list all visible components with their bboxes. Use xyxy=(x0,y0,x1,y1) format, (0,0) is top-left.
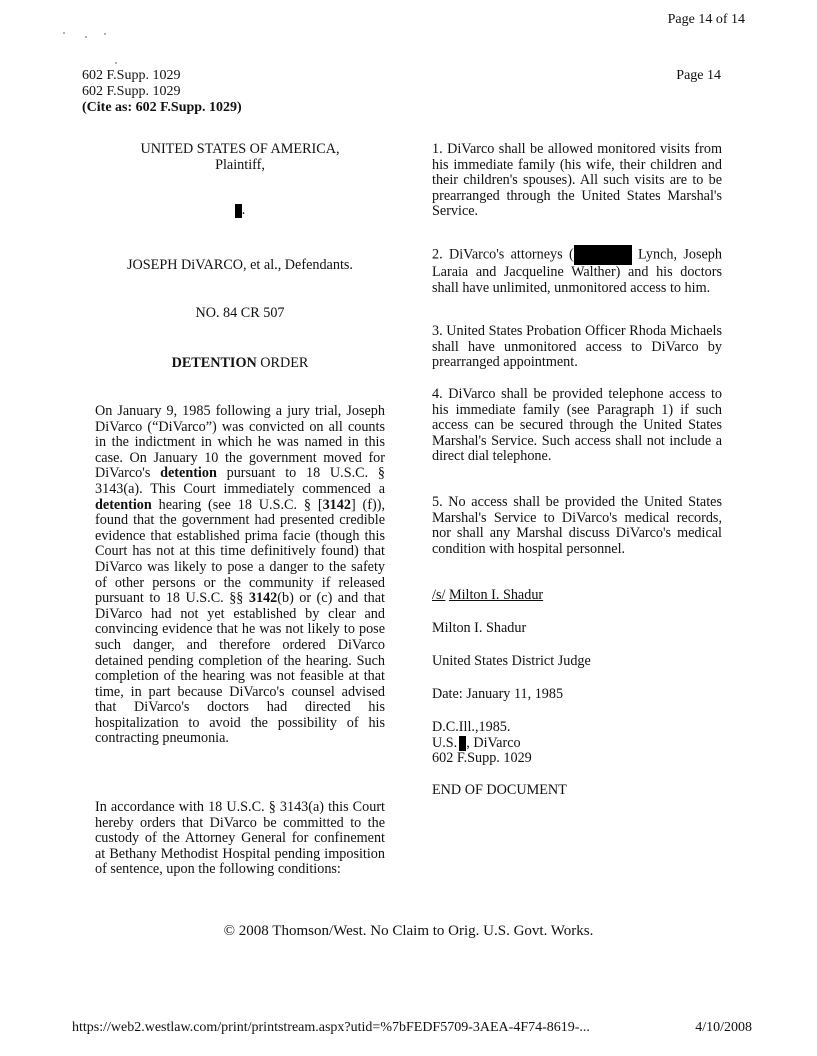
text-run: pursuant to 18 U.S.C. § 3143(a). This Court immediately commenced a xyxy=(95,465,385,497)
scan-speck xyxy=(63,32,65,34)
text-run: , DiVarco xyxy=(466,734,521,751)
page-number: Page 14 xyxy=(676,68,721,83)
text-run: hearing (see 18 U.S.C. § [ xyxy=(151,496,323,513)
paragraph-order: In accordance with 18 U.S.C. § 3143(a) this Court hereby orders that DiVarco be committed to the custody of the Attorney General for confinement at Bethany Methodist Hospital pending imposition of sentence, upon the following conditions: xyxy=(95,799,385,878)
condition-2 xyxy=(432,245,722,296)
page-of-indicator: Page 14 of 14 xyxy=(667,12,745,27)
text-run: ] (f)), found that the government had presented credible evidence that established prima facie (though this Court has not at this time definitively found) that DiVarco was likely to pose a danger to the safety of other persons or the community if released pursuant to 18 U.S.C. §§ xyxy=(95,496,385,607)
text-run-bold: detention xyxy=(95,496,152,513)
judge-title: United States District Judge xyxy=(432,653,591,669)
text-run: 2. DiVarco's attorneys ( xyxy=(432,246,574,263)
reporter-line: 602 F.Supp. 1029 xyxy=(432,750,532,767)
signature-line xyxy=(432,588,722,604)
redaction-box xyxy=(574,245,632,265)
caption-defendants: JOSEPH DiVARCO, et al., Defendants. xyxy=(127,257,353,273)
court-line: D.C.Ill.,1985. xyxy=(432,719,511,735)
print-footer xyxy=(72,1020,752,1036)
citation-line: 602 F.Supp. 1029 xyxy=(82,84,181,99)
condition-3: 3. United States Probation Officer Rhoda Michaels shall have unmonitored access to DiVarco by prearranged appointment. xyxy=(432,323,722,371)
title-rest: ORDER xyxy=(256,355,309,371)
signature-name: Milton I. Shadur xyxy=(448,587,544,603)
text-run: Lynch, Joseph Laraia and Jacqueline Walther) and his doctors shall have unlimited, unmonitored access to him. xyxy=(432,246,722,296)
copyright-notice: © 2008 Thomson/West. No Claim to Orig. U.S. Govt. Works. xyxy=(223,923,594,939)
short-cite xyxy=(432,736,722,752)
text-run: U.S. xyxy=(432,734,458,751)
closing-citation xyxy=(432,720,722,767)
paragraph-facts xyxy=(95,404,385,747)
print-date: 4/10/2008 xyxy=(695,1020,752,1035)
text-run: On January 9, 1985 following a jury trial, Joseph DiVarco (“DiVarco”) was convicted on all counts in the indictment in which he was named in this case. On January 10 the government moved for DiVarco's xyxy=(95,403,385,482)
scan-speck xyxy=(85,36,87,38)
caption-plaintiff xyxy=(95,142,385,173)
text-run-bold: detention xyxy=(160,465,217,482)
versus-mark: . xyxy=(241,202,246,218)
citation-line: 602 F.Supp. 1029 xyxy=(82,68,181,83)
text-run-bold: 3142 xyxy=(322,496,351,513)
title-bold: DETENTION xyxy=(171,355,257,371)
order-date: Date: January 11, 1985 xyxy=(432,686,564,702)
redaction-box xyxy=(235,204,242,218)
condition-4: 4. DiVarco shall be provided telephone access to his immediate family (see Paragraph 1) if such access can be secured through the United States Marshal's Service. Such access shall not include a direct dial telephone. xyxy=(432,386,722,465)
text-run-bold: 3142 xyxy=(248,590,278,607)
caption-versus xyxy=(95,203,385,219)
condition-1: 1. DiVarco shall be allowed monitored visits from his immediate family (his wife, their children and their children's spouses). All such visits are to be prearranged through the United States Marshal's Service. xyxy=(432,141,722,220)
citation-block xyxy=(82,68,242,116)
condition-5: 5. No access shall be provided the United States Marshal's Service to DiVarco's medical records, nor shall any Marshal discuss DiVarco's medical condition with hospital personnel. xyxy=(432,494,722,557)
scan-speck xyxy=(104,33,106,35)
print-url[interactable]: https://web2.westlaw.com/print/printstream.aspx?utid=%7bFEDF5709-3AEA-4F74-8619-... xyxy=(72,1020,590,1035)
case-number: NO. 84 CR 507 xyxy=(195,305,285,321)
citation-cite-as: (Cite as: 602 F.Supp. 1029) xyxy=(82,100,242,115)
end-of-document: END OF DOCUMENT xyxy=(432,782,567,798)
scan-speck xyxy=(115,62,117,64)
signature-prefix: /s/ xyxy=(432,587,446,603)
judge-name: Milton I. Shadur xyxy=(432,620,527,636)
document-title xyxy=(95,356,385,372)
plaintiff-name: UNITED STATES OF AMERICA, xyxy=(140,141,340,157)
text-run: (b) or (c) and that DiVarco had not yet established by clear and convincing evidence that he was not likely to pose such danger, and therefore ordered DiVarco detained pending completion of the hearing. Such completion of the hearing was not feasible at that time, in part because DiVarco's counsel advised that DiVarco's doctors had directed his hospitalization to avoid the possibility of his contracting pneumonia. xyxy=(95,590,385,747)
plaintiff-role: Plaintiff, xyxy=(215,156,265,173)
